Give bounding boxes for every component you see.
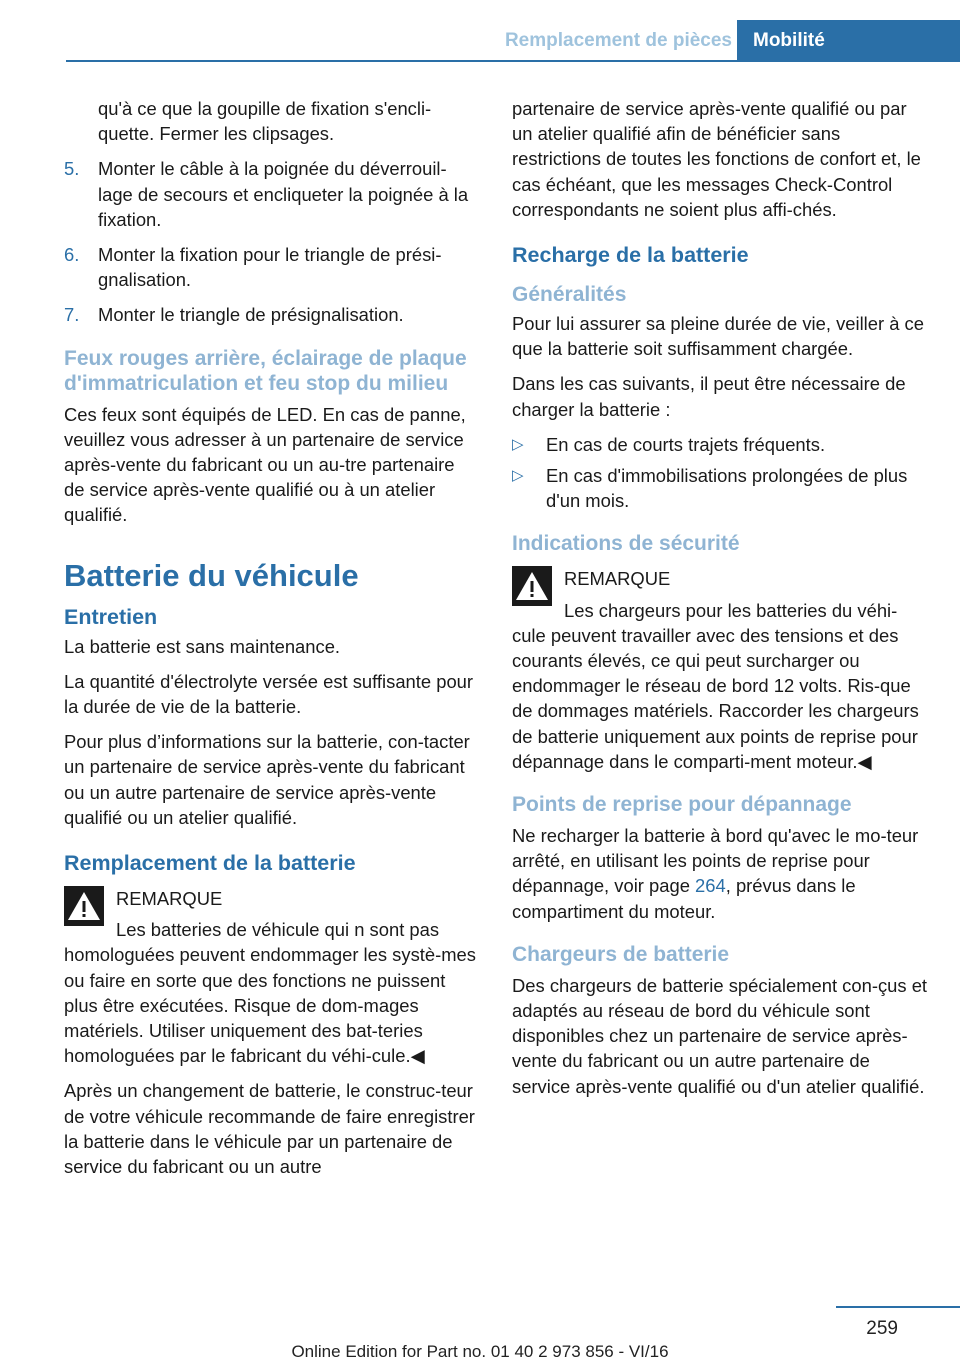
header-section-title: Remplacement de pièces: [504, 30, 732, 51]
paragraph-entretien-1: La batterie est sans maintenance.: [64, 635, 341, 657]
paragraph-text: Ne recharger la batterie à bord qu'avec le mo‐teur arrêté, en utilisant les points de reprise pour dépannage, voir page: [512, 825, 919, 897]
warning-title: REMARQUE: [564, 568, 671, 590]
heading-entretien: Entretien: [64, 604, 158, 629]
list-item-continuation: [64, 96, 478, 146]
list-item-text: qu'à ce que la goupille de fixation s'encli‐quette. Fermer les clipsages.: [98, 98, 432, 145]
paragraph-entretien-2: La quantité d'électrolyte versée est suffisante pour la durée de vie de la batterie.: [64, 670, 474, 718]
page-number: 259: [866, 1318, 898, 1339]
paragraph-apres-changement: Après un changement de batterie, le construc‐teur de votre véhicule recommande de faire enregistrer la batterie dans le véhicule par un partenaire de service du fabricant ou un autre: [64, 1080, 475, 1178]
bullet-marker: ▷: [512, 467, 524, 485]
paragraph-chargeurs: Des chargeurs de batterie spécialement con‐çus et adaptés au réseau de bord du véhicule sont disponibles chez un partenaire de service après-vente du fabricant ou un autre partenaire de service après-vente qualifié ou d'un atelier qualifié.: [512, 974, 928, 1097]
page-reference-link[interactable]: 264: [695, 875, 726, 897]
paragraph-generalites-1: Pour lui assurer sa pleine durée de vie, veiller à ce que la batterie soit suffisamment chargée.: [512, 313, 924, 360]
warning-title: REMARQUE: [116, 888, 223, 910]
paragraph-points-de-reprise: [512, 823, 928, 924]
list-item-text: Monter la fixation pour le triangle de prési‐gnalisation.: [98, 244, 442, 291]
footer-rule: [836, 1306, 960, 1308]
list-number: 6.: [64, 244, 80, 266]
warning-notice: [64, 886, 478, 1068]
list-item-text: Monter le triangle de présignalisation.: [98, 304, 404, 326]
warning-triangle-icon: [512, 566, 564, 612]
heading-chargeurs: Chargeurs de batterie: [512, 942, 730, 966]
list-item: [64, 242, 478, 292]
list-item: [64, 156, 478, 232]
heading-remplacement: Remplacement de la batterie: [64, 851, 356, 876]
paragraph-entretien-3: Pour plus d’informations sur la batterie, con‐tacter un partenaire de service après-vente du fabricant ou un autre partenaire de service après-vente qualifié ou un atelier qualifié.: [64, 731, 470, 828]
warning-body: Les batteries de véhicule qui n sont pas homologuées peuvent endommager les systè‐mes ou faire en sorte que des fonctions ne puissent plus être exécutées. Risque de dom‐mages matériels. Utiliser uniquement des bat‐teries homologuées par le fabricant du véhi‐cule.◀: [64, 919, 476, 1067]
heading-generalites: Généralités: [512, 283, 627, 307]
heading-batterie-du-vehicule: Batterie du véhicule: [64, 557, 359, 593]
heading-points-de-reprise: Points de reprise pour dépannage: [512, 793, 852, 817]
warning-triangle-icon: [64, 886, 116, 932]
edition-footer: Online Edition for Part no. 01 40 2 973 856 - VI/16: [291, 1342, 669, 1361]
paragraph-continuation: partenaire de service après-vente qualifié ou par un atelier qualifié afin de bénéficier sans restrictions de toutes les fonctions de confort et, le cas échéant, que les messages Check-Control correspondants ne soient plus affi‐chés.: [512, 98, 921, 220]
list-item-text: Monter le câble à la poignée du déverrouil‐lage de secours et encliqueter la poignée à la fixation.: [98, 158, 469, 230]
bullet-item: [512, 463, 928, 513]
bullet-item: [512, 432, 928, 457]
paragraph-feux: Ces feux sont équipés de LED. En cas de panne, veuillez vous adresser à un partenaire de service après-vente du fabricant ou un au‐tre partenaire de service après-vente qualifié ou à un atelier qualifié.: [64, 403, 466, 526]
heading-feux-rouges: Feux rouges arrière, éclairage de plaque d'immatriculation et feu stop du milieu: [64, 346, 467, 395]
bullet-text: En cas de courts trajets fréquents.: [546, 433, 826, 455]
bullet-text: En cas d'immobilisations prolongées de plus d'un mois.: [546, 465, 908, 512]
page-header: [0, 0, 960, 62]
paragraph-generalites-2: Dans les cas suivants, il peut être nécessaire de charger la batterie :: [512, 373, 906, 420]
bullet-marker: ▷: [512, 435, 524, 453]
paragraph-text: , prévus dans le compartiment du moteur.: [512, 875, 856, 922]
header-rule: [66, 60, 737, 62]
header-chapter-tab[interactable]: Mobilité: [737, 20, 960, 62]
warning-body: Les chargeurs pour les batteries du véhi‐cule peuvent travailler avec des tensions et des courants élevés, ce qui peut surcharger ou endommager le réseau de bord 12 volts. Ris‐que de dommages matériels. Raccorder les chargeurs de batterie uniquement aux points de reprise pour dépannage dans le comparti‐ment moteur.◀: [512, 599, 919, 772]
list-number: 7.: [64, 304, 80, 326]
list-number: 5.: [64, 158, 80, 180]
heading-recharge: Recharge de la batterie: [512, 243, 749, 268]
heading-securite: Indications de sécurité: [512, 532, 740, 556]
left-column: [64, 96, 478, 1189]
list-item: [64, 302, 478, 327]
right-column: [512, 96, 928, 1109]
warning-notice: [512, 566, 928, 774]
